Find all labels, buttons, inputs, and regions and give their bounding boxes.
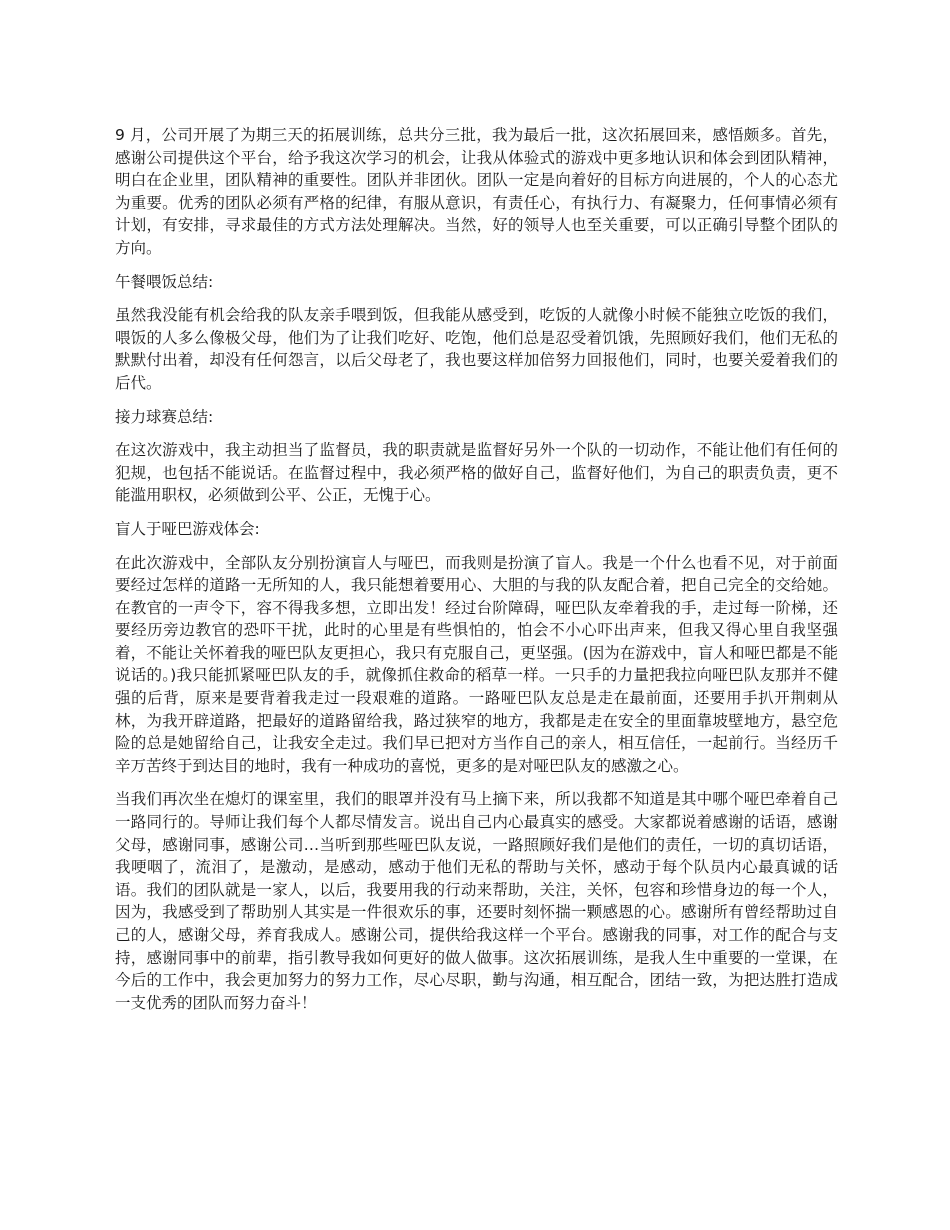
intro-paragraph: 9 月，公司开展了为期三天的拓展训练，总共分三批，我为最后一批，这次拓展回来，感悟颇多。首先，感谢公司提供这个平台，给予我这次学习的机会，让我从体验式的游戏中更多地认识和体会到团队精神，明白在企业里，团队精神的重要性。团队并非团伙。团队一定是向着好的目标方向进展的，个人的心态尤为重要。优秀的团队必须有严格的纪律，有服从意识，有责任心，有执行力、有凝聚力，任何事情必须有计划，有安排，寻求最佳的方式方法处理解决。当然，好的领导人也至关重要，可以正确引导整个团队的方向。 bbox=[115, 126, 838, 257]
relay-paragraph: 在这次游戏中，我主动担当了监督员，我的职责就是监督好另外一个队的一切动作，不能让他们有任何的犯规，也包括不能说话。在监督过程中，我必须严格的做好自己，监督好他们，为自己的职责负责，更不能滥用职权，必须做到公平、公正，无愧于心。 bbox=[115, 441, 838, 505]
blind-mute-paragraph: 在此次游戏中，全部队友分别扮演盲人与哑巴，而我则是扮演了盲人。我是一个什么也看不见，对于前面要经过怎样的道路一无所知的人，我只能想着要用心、大胆的与我的队友配合着，把自己完全的交给她。在教官的一声令下，容不得我多想，立即出发！经过台阶障碍，哑巴队友牵着我的手，走过每一阶梯，还要经历旁边教官的恐吓干扰，此时的心里是有些惧怕的，怕会不小心吓出声来，但我又得心里自我坚强着，不能让关怀着我的哑巴队友更担心，我只有克服自己，更坚强。(因为在游戏中，盲人和哑巴都是不能说话的。)我只能抓紧哑巴队友的手，就像抓住救命的稻草一样。一只手的力量把我拉向哑巴队友那并不健强的后背，原来是要背着我走过一段艰难的道路。一路哑巴队友总是走在最前面，还要用手扒开荆刺从林，为我开辟道路，把最好的道路留给我，路过狭窄的地方，我都是走在安全的里面靠坡壁地方，悬空危险的总是她留给自己，让我安全走过。我们早已把对方当作自己的亲人，相互信任，一起前行。当经历千辛万苦终于到达目的地时，我有一种成功的喜悦，更多的是对哑巴队友的感激之心。 bbox=[115, 553, 838, 775]
section-heading-lunch: 午餐喂饭总结: bbox=[115, 272, 214, 291]
closing-paragraph: 当我们再次坐在熄灯的课室里，我们的眼罩并没有马上摘下来，所以我都不知道是其中哪个哑巴牵着自己一路同行的。导师让我们每个人都尽情发言。说出自己内心最真实的感受。大家都说着感谢的话语，感谢父母，感谢同事，感谢公司…当听到那些哑巴队友说，一路照顾好我们是他们的责任，一切的真切话语，我哽咽了，流泪了，是激动，是感动，感动于他们无私的帮助与关怀，感动于每个队员内心最真诚的话语。我们的团队就是一家人，以后，我要用我的行动来帮助，关注，关怀，包容和珍惜身边的每一个人，因为，我感受到了帮助别人其实是一件很欢乐的事，还要时刻怀揣一颗感恩的心。感谢所有曾经帮助过自己的人，感谢父母，养育我成人。感谢公司，提供给我这样一个平台。感谢我的同事，对工作的配合与支持，感谢同事中的前辈，指引教导我如何更好的做人做事。这次拓展训练，是我人生中重要的一堂课，在今后的工作中，我会更加努力的努力工作，尽心尽职，勤与沟通，相互配合，团结一致，为把达胜打造成一支优秀的团队而努力奋斗！ bbox=[115, 790, 838, 1012]
lunch-paragraph: 虽然我没能有机会给我的队友亲手喂到饭，但我能从感受到，吃饭的人就像小时候不能独立吃饭的我们，喂饭的人多么像极父母，他们为了让我们吃好、吃饱，他们总是忍受着饥饿，先照顾好我们，他们无私的默默付出着，却没有任何怨言，以后父母老了，我也要这样加倍努力回报他们，同时，也要关爱着我们的后代。 bbox=[115, 306, 838, 392]
document-body bbox=[115, 124, 838, 1025]
section-heading-blind-mute: 盲人于哑巴游戏体会: bbox=[115, 519, 260, 538]
section-heading-relay: 接力球赛总结: bbox=[115, 407, 214, 426]
